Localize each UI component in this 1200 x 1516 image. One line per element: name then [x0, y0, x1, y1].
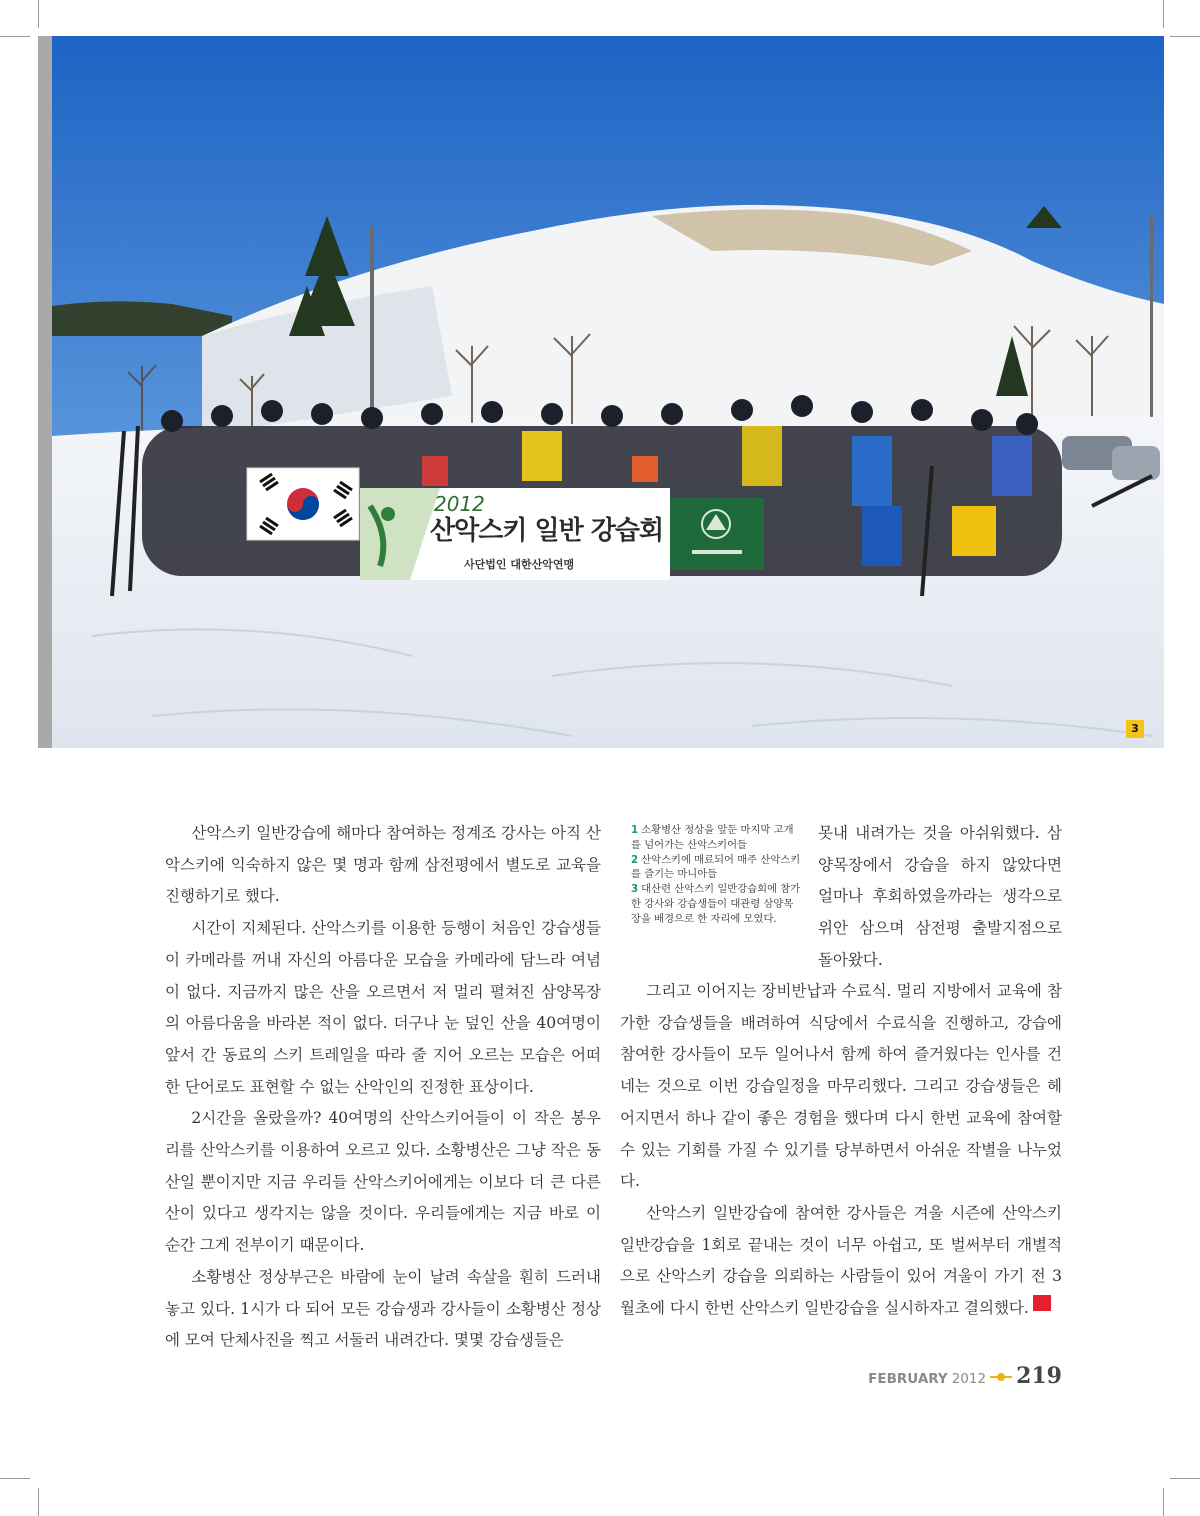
- crop-mark: [38, 0, 39, 28]
- page-edge-bar: [38, 36, 52, 748]
- paragraph: 산악스키 일반강습에 참여한 강사들은 겨울 시즌에 산악스키 일반강습을 1회로 끝내는 것이 너무 아쉽고, 또 벌써부터 개별적으로 산악스키 강습을 의뢰하는 사람들이 있어 겨울이 가기 전 3월초에 다시 한번 산악스키 일반강습을 실시하자고 결의했다.: [620, 1198, 1062, 1325]
- photo-illustration: [52, 36, 1164, 748]
- article-column-right: [620, 976, 1062, 1325]
- footer-month: FEBRUARY: [868, 1371, 948, 1387]
- photo-captions: [631, 823, 803, 927]
- banner-org: 사단법인 대한산악연맹: [464, 558, 575, 571]
- crop-mark: [1163, 1488, 1164, 1516]
- article-column-left: [165, 818, 601, 1357]
- paragraph: 산악스키 일반강습에 해마다 참여하는 정계조 강사는 아직 산악스키에 익숙하지 않은 몇 명과 함께 삼전평에서 별도로 교육을 진행하기로 했다.: [165, 824, 601, 906]
- crop-mark: [1170, 36, 1200, 37]
- paragraph: 시간이 지체된다. 산악스키를 이용한 등행이 처음인 강습생들이 카메라를 꺼내 자신의 아름다운 모습을 카메라에 담느라 여념이 없다. 지금까지 많은 산을 오르면서 저 멀리 펼쳐진 삼양목장의 아름다움을 바라본 적이 없다. 더구나 눈 덮인 산을 40여명이 앞서 간 동료의 스키 트레일을 따라 줄 지어 오르는 모습은 어떠한 단어로도 표현할 수 없는 산악인의 진정한 표상이다.: [165, 919, 601, 1096]
- footer-year: 2012: [951, 1371, 987, 1387]
- korean-flag-icon: [247, 468, 359, 540]
- crop-mark: [0, 36, 30, 37]
- group-photo: [52, 36, 1164, 748]
- paragraph: 2시간을 올랐을까? 40여명의 산악스키어들이 이 작은 봉우리를 산악스키를 이용하여 오르고 있다. 소황병산은 그냥 작은 동산일 뿐이지만 지금 우리들 산악스키어에게는 이보다 더 큰 다른 산이 있다고 생각지는 않을 것이다. 우리들에게는 지금 바로 이 순간 그게 전부이기 때문이다.: [165, 1109, 601, 1255]
- article-column-right-top: [818, 818, 1062, 977]
- crop-mark: [0, 1478, 30, 1479]
- green-flag-icon: [670, 498, 764, 570]
- paragraph: 소황병산 정상부근은 바람에 눈이 날려 속살을 훤히 드러내 놓고 있다. 1시가 다 되어 모든 강습생과 강사들이 소황병산 정상에 모여 단체사진을 찍고 서둘러 내려간다. 몇몇 강습생들은: [165, 1267, 601, 1350]
- paragraph: 그리고 이어지는 장비반납과 수료식. 멀리 지방에서 교육에 참가한 강습생들을 배려하여 식당에서 수료식을 진행하고, 강습에 참여한 강사들이 모두 일어나서 함께 하여 즐거웠다는 인사를 건네는 것으로 이번 강습일정을 마무리했다. 그리고 강습생들은 헤어지면서 하나 같이 좋은 경험을 했다며 다시 한번 교육에 참여할 수 있는 기회를 가질 수 있기를 당부하면서 아쉬운 작별을 나누었다.: [620, 982, 1062, 1191]
- crop-mark: [1163, 0, 1164, 28]
- crop-mark: [38, 1488, 39, 1516]
- paragraph-continuation: 못내 내려가는 것을 아쉬워했다. 삼양목장에서 강습을 하지 않았다면 얼마나 후회하였을까라는 생각으로 위안 삼으며 삼전평 출발지점으로 돌아왔다.: [818, 824, 1062, 969]
- banner-title: 산악스키 일반 강습회: [430, 516, 664, 546]
- caption-item: 2 산악스키에 매료되어 매주 산악스키를 즐기는 마니아들: [631, 853, 801, 881]
- page-footer: [868, 1363, 1062, 1389]
- caption-item: 1 소황병산 정상을 앞둔 마지막 고개를 넘어가는 산악스키어들: [631, 824, 794, 851]
- crop-mark: [1170, 1478, 1200, 1479]
- banner-year: 2012: [434, 492, 485, 516]
- footer-dot-icon: [990, 1372, 1012, 1382]
- page-number: 219: [1016, 1363, 1062, 1389]
- caption-item: 3 대산련 산악스키 일반강습회에 참가한 강사와 강습생들이 대관령 삼양목장을 배경으로 한 자리에 모였다.: [631, 883, 801, 925]
- magazine-logo-icon: [1033, 1295, 1051, 1311]
- photo-number-badge: 3: [1126, 720, 1144, 738]
